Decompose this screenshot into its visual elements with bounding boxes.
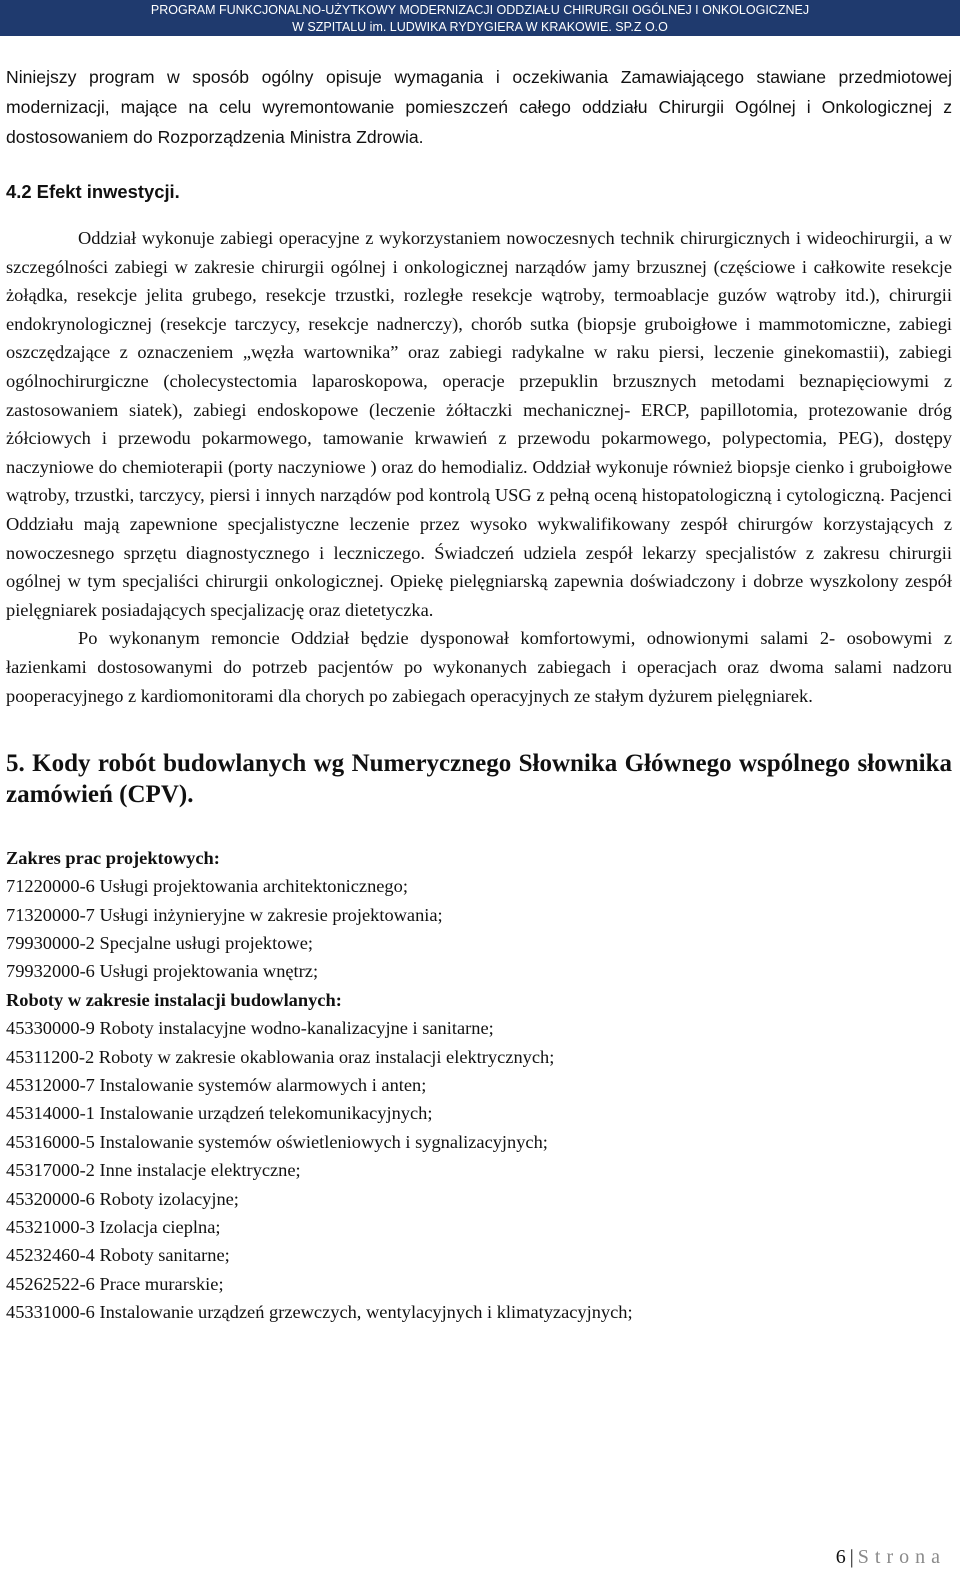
list-item: 71220000-6 Usługi projektowania architektonicznego;	[6, 876, 408, 897]
renovation-paragraph: Po wykonanym remoncie Oddział będzie dysponował komfortowymi, odnowionymi salami 2- osobowymi z łazienkami dostosowanymi do potrzeb pacjentów po wykonanych zabiegach i operacjach oraz dwoma salami nadzoru pooperacyjnego z kardiomonitorami dla chorych po zabiegach operacyjnych ze stałym dyżurem pielęgniarek.	[6, 628, 952, 706]
list-item: 79932000-6 Usługi projektowania wnętrz;	[6, 961, 319, 982]
header-line-1: PROGRAM FUNKCJONALNO-UŻYTKOWY MODERNIZACJI ODDZIAŁU CHIRURGII OGÓLNEJ I ONKOLOGICZNEJ	[150, 3, 810, 17]
intro-paragraph: Niniejszy program w sposób ogólny opisuje wymagania i oczekiwania Zamawiającego stawiane przedmiotowej modernizacji, mające na celu wyremontowanie pomieszczeń całego oddziału Chirurgii Ogólnej i Onkologicznej z dostosowaniem do Rozporządzenia Ministra Zdrowia.	[6, 67, 952, 147]
list-item: 45321000-3 Izolacja cieplna;	[6, 1216, 221, 1237]
page-number: 6	[835, 1546, 846, 1568]
list-item: 45232460-4 Roboty sanitarne;	[6, 1245, 230, 1266]
section-5-heading: 5. Kody robót budowlanych wg Numerycznego Słownika Głównego wspólnego słownika zamówień (CPV).	[6, 750, 952, 809]
roboty-list	[6, 1014, 952, 1326]
page-footer	[836, 1546, 946, 1569]
effect-paragraph: Oddział wykonuje zabiegi operacyjne z wykorzystaniem nowoczesnych technik chirurgicznych i wideochirurgii, a w szczególności zabiegi w zakresie chirurgii ogólnej i onkologicznej narządów jamy brzusznej (częściowe i całkowite resekcje żołądka, resekcje jelita grubego, resekcje trzustki, rozległe resekcje wątroby, termoablacje guzów wątroby itd.), chirurgii endokrynologicznej (resekcje tarczycy, resekcje nadnerczy), chorób sutka (biopsje gruboigłowe i mammotomiczne, zabiegi oszczędzające z oznaczeniem „węzła wartownika” oraz zabiegi radykalne w raku piersi, leczenie ginekomastii), zabiegi ogólnochirurgiczne (cholecystectomia laparoskopowa, operacje przepuklin brzusznych metodami beznapięciowymi z zastosowaniem siatek), zabiegi endoskopowe (leczenie żółtaczki mechanicznej- ERCP, papillotomia, protezowanie dróg żółciowych i przewodu pokarmowego, tamowanie krwawień z przewodu pokarmowego, polypectomia, PEG), dostępy naczyniowe do chemioterapii (porty naczyniowe ) oraz do hemodializ. Oddział wykonuje również biopsje cienko i gruboigłowe wątroby, trzustki, tarczycy, piersi i innych narządów pod kontrolą USG z pełną oceną histopatologiczną i cytologiczną. Pacjenci Oddziału mają zapewnione specjalistyczne leczenie przez wysoko wykwalifikowany zespół chirurgów korzystających z nowoczesnego sprzętu diagnostycznego i leczniczego. Świadczeń udziela zespół lekarzy specjalistów z zakresu chirurgii ogólnej w tym specjaliści chirurgii onkologicznej. Opiekę pielęgniarską zapewnia doświadczony i dobrze wyszkolony zespół pielęgniarek posiadających specjalizację oraz dietetyczka.	[6, 228, 952, 620]
zakres-heading: Zakres prac projektowych:	[6, 848, 220, 869]
page-header	[0, 0, 960, 36]
list-item: 45317000-2 Inne instalacje elektryczne;	[6, 1160, 301, 1181]
footer-separator: |	[849, 1546, 854, 1568]
list-item: 45316000-5 Instalowanie systemów oświetleniowych i sygnalizacyjnych;	[6, 1131, 548, 1152]
list-item: 45330000-9 Roboty instalacyjne wodno-kanalizacyjne i sanitarne;	[6, 1018, 494, 1039]
list-item: 45320000-6 Roboty izolacyjne;	[6, 1188, 239, 1209]
roboty-heading: Roboty w zakresie instalacji budowlanych:	[6, 989, 342, 1010]
list-item: 45312000-7 Instalowanie systemów alarmowych i anten;	[6, 1074, 427, 1095]
list-item: 45311200-2 Roboty w zakresie okablowania oraz instalacji elektrycznych;	[6, 1046, 555, 1067]
section-4-2-heading: 4.2 Efekt inwestycji.	[6, 181, 180, 202]
document-content	[6, 62, 952, 1327]
list-item: 45262522-6 Prace murarskie;	[6, 1273, 224, 1294]
list-item: 45314000-1 Instalowanie urządzeń telekomunikacyjnych;	[6, 1103, 433, 1124]
list-item: 45331000-6 Instalowanie urządzeń grzewczych, wentylacyjnych i klimatyzacyjnych;	[6, 1302, 633, 1323]
list-item: 79930000-2 Specjalne usługi projektowe;	[6, 932, 313, 953]
list-item: 71320000-7 Usługi inżynieryjne w zakresie projektowania;	[6, 904, 443, 925]
header-line-2: W SZPITALU im. LUDWIKA RYDYGIERA W KRAKOWIE. SP.Z O.O	[292, 20, 668, 34]
zakres-list	[6, 872, 952, 986]
footer-label: Strona	[857, 1546, 946, 1568]
